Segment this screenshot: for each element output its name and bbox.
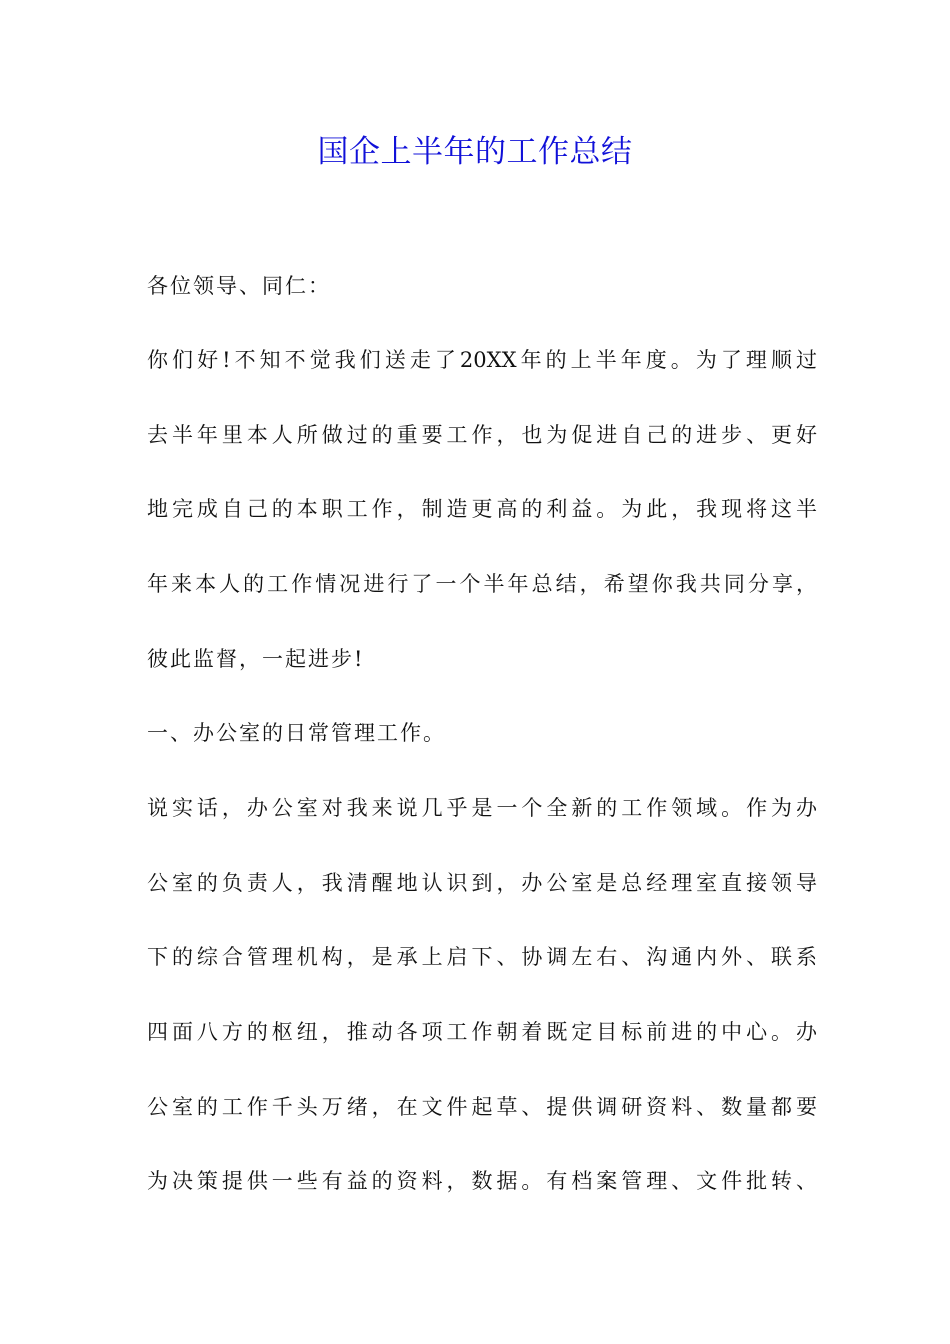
body-line: 你们好!不知不觉我们送走了20XX年的上半年度。为了理顺过: [147, 348, 817, 372]
body-line: 下的综合管理机构，是承上启下、协调左右、沟通内外、联系: [147, 945, 817, 969]
section-heading: 一、办公室的日常管理工作。: [147, 721, 446, 745]
document-title: 国企上半年的工作总结: [317, 134, 633, 170]
body-line: 地完成自己的本职工作，制造更高的利益。为此，我现将这半: [147, 497, 817, 521]
body-line: 说实话，办公室对我来说几乎是一个全新的工作领域。作为办: [147, 796, 817, 820]
salutation-line: 各位领导、同仁：: [147, 274, 331, 298]
body-line: 年来本人的工作情况进行了一个半年总结，希望你我共同分享，: [147, 572, 817, 596]
body-line: 去半年里本人所做过的重要工作，也为促进自己的进步、更好: [147, 423, 817, 447]
body-line: 四面八方的枢纽，推动各项工作朝着既定目标前进的中心。办: [147, 1020, 817, 1044]
body-line: 彼此监督，一起进步!: [147, 647, 365, 671]
body-line: 为决策提供一些有益的资料，数据。有档案管理、文件批转、: [147, 1169, 817, 1193]
body-line: 公室的工作千头万绪，在文件起草、提供调研资料、数量都要: [147, 1095, 817, 1119]
body-line: 公室的负责人，我清醒地认识到，办公室是总经理室直接领导: [147, 871, 817, 895]
